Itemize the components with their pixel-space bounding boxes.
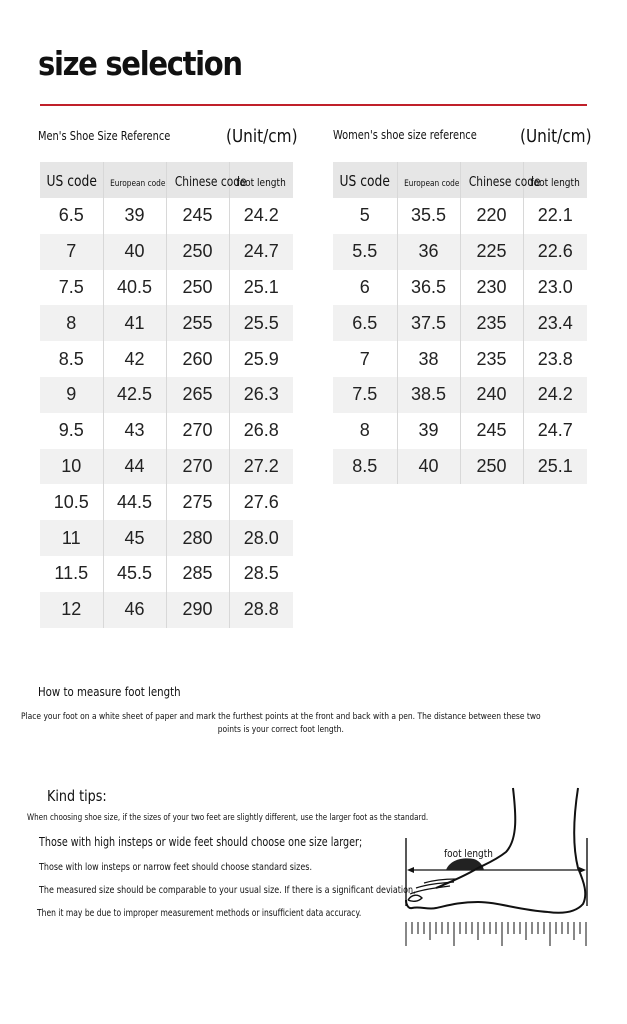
cell-foot-length: 27.6 xyxy=(243,491,279,512)
cell-european-code: 36.5 xyxy=(397,270,460,306)
mens-unit-label: (Unit/cm) xyxy=(226,126,298,147)
table-row xyxy=(333,234,587,270)
foot-length-diagram xyxy=(398,784,592,950)
cell-european-code: 46 xyxy=(103,592,166,628)
page-title: size selection xyxy=(38,44,242,83)
tip-item: When choosing shoe size, if the sizes of your two feet are slightly different, use the larger foot as the standard. xyxy=(27,813,429,823)
mens-size-table xyxy=(40,162,293,628)
cell-chinese-code: 240 xyxy=(460,377,523,413)
cell-foot-length: 26.3 xyxy=(229,377,293,413)
cell-european-code: 42.5 xyxy=(103,377,166,413)
cell-chinese-code: 220 xyxy=(460,198,523,234)
cell-european-code: 39 xyxy=(397,413,460,449)
cell-foot-length: 23.8 xyxy=(537,348,573,369)
header-us-code: US code xyxy=(40,162,103,198)
cell-chinese-code: 280 xyxy=(166,520,229,556)
cell-chinese-code: 245 xyxy=(166,198,229,234)
cell-us-code: 5 xyxy=(333,198,397,234)
cell-european-code: 41 xyxy=(103,305,166,341)
cell-chinese-code: 270 xyxy=(166,413,229,449)
womens-table-label: Women's shoe size reference xyxy=(333,128,477,142)
table-row xyxy=(40,305,293,341)
cell-us-code: 6.5 xyxy=(333,305,397,341)
foot-outline-icon xyxy=(398,784,592,950)
cell-us-code: 7.5 xyxy=(333,377,397,413)
cell-foot-length: 24.7 xyxy=(537,420,573,441)
table-row xyxy=(40,556,293,592)
cell-foot-length: 25.1 xyxy=(523,449,587,485)
cell-foot-length: 25.1 xyxy=(243,276,279,297)
cell-foot-length: 22.6 xyxy=(523,234,587,270)
cell-us-code: 6 xyxy=(333,270,397,306)
cell-us-code: 7 xyxy=(333,341,397,377)
cell-european-code: 38.5 xyxy=(397,377,460,413)
table-row xyxy=(40,234,293,270)
cell-european-code: 44.5 xyxy=(103,484,166,520)
cell-chinese-code: 250 xyxy=(460,449,523,485)
cell-foot-length: 26.8 xyxy=(243,420,279,441)
cell-foot-length: 22.1 xyxy=(537,205,573,226)
table-header-row xyxy=(333,162,587,198)
foot-length-label: foot length xyxy=(444,848,493,860)
table-row xyxy=(333,270,587,306)
cell-chinese-code: 230 xyxy=(460,270,523,306)
cell-chinese-code: 235 xyxy=(460,341,523,377)
cell-european-code: 38 xyxy=(397,341,460,377)
tip-item: Those with high insteps or wide feet should choose one size larger; xyxy=(39,835,363,849)
tips-title: Kind tips: xyxy=(47,787,107,805)
cell-european-code: 37.5 xyxy=(397,305,460,341)
table-row xyxy=(333,305,587,341)
cell-us-code: 8 xyxy=(40,305,103,341)
cell-foot-length: 25.5 xyxy=(229,305,293,341)
cell-us-code: 8.5 xyxy=(40,341,103,377)
header-european-code: European code xyxy=(103,162,166,198)
cell-chinese-code: 225 xyxy=(460,234,523,270)
cell-chinese-code: 245 xyxy=(460,413,523,449)
header-chinese-code: Chinese code xyxy=(166,162,229,198)
cell-chinese-code: 270 xyxy=(166,449,229,485)
cell-chinese-code: 255 xyxy=(166,305,229,341)
cell-european-code: 35.5 xyxy=(397,198,460,234)
measure-title: How to measure foot length xyxy=(38,685,181,699)
cell-chinese-code: 250 xyxy=(166,270,229,306)
cell-us-code: 5.5 xyxy=(333,234,397,270)
cell-chinese-code: 260 xyxy=(166,341,229,377)
header-us-code: US code xyxy=(333,162,397,198)
tip-item: Then it may be due to improper measurement methods or insufficient data accuracy. xyxy=(37,908,362,919)
cell-us-code: 9.5 xyxy=(40,413,103,449)
header-foot-length: foot length xyxy=(523,162,587,198)
cell-chinese-code: 285 xyxy=(166,556,229,592)
cell-us-code: 6.5 xyxy=(40,198,103,234)
table-row xyxy=(333,198,587,234)
cell-us-code: 8.5 xyxy=(333,449,397,485)
table-row xyxy=(40,341,293,377)
cell-foot-length: 28.5 xyxy=(243,563,279,584)
cell-us-code: 9 xyxy=(40,377,103,413)
cell-chinese-code: 235 xyxy=(460,305,523,341)
table-row xyxy=(333,413,587,449)
table-row xyxy=(40,484,293,520)
title-divider xyxy=(40,104,587,106)
cell-chinese-code: 265 xyxy=(166,377,229,413)
womens-size-table xyxy=(333,162,587,484)
cell-us-code: 10 xyxy=(40,449,103,485)
tip-item: Those with low insteps or narrow feet should choose standard sizes. xyxy=(39,862,312,873)
table-header-row xyxy=(40,162,293,198)
cell-european-code: 45 xyxy=(103,520,166,556)
cell-european-code: 45.5 xyxy=(103,556,166,592)
mens-table-label: Men's Shoe Size Reference xyxy=(38,129,171,143)
table-row xyxy=(40,413,293,449)
table-row xyxy=(40,449,293,485)
header-foot-length: foot length xyxy=(229,162,293,198)
cell-foot-length: 28.8 xyxy=(229,592,293,628)
cell-european-code: 39 xyxy=(103,198,166,234)
cell-us-code: 11 xyxy=(40,520,103,556)
cell-foot-length: 23.4 xyxy=(523,305,587,341)
cell-foot-length: 24.2 xyxy=(243,205,279,226)
ruler-ticks xyxy=(406,922,586,946)
header-chinese-code: Chinese code xyxy=(460,162,523,198)
table-row xyxy=(40,270,293,306)
cell-us-code: 11.5 xyxy=(40,556,103,592)
cell-european-code: 36 xyxy=(397,234,460,270)
cell-us-code: 7 xyxy=(40,234,103,270)
cell-us-code: 7.5 xyxy=(40,270,103,306)
tip-item: The measured size should be comparable to your usual size. If there is a significant deviation, xyxy=(39,885,416,896)
cell-chinese-code: 250 xyxy=(166,234,229,270)
table-row xyxy=(333,449,587,485)
cell-foot-length: 27.2 xyxy=(229,449,293,485)
table-row xyxy=(333,377,587,413)
cell-us-code: 8 xyxy=(333,413,397,449)
cell-european-code: 40 xyxy=(103,234,166,270)
cell-chinese-code: 290 xyxy=(166,592,229,628)
table-row xyxy=(333,341,587,377)
cell-european-code: 43 xyxy=(103,413,166,449)
cell-european-code: 42 xyxy=(103,341,166,377)
table-row xyxy=(40,377,293,413)
cell-us-code: 10.5 xyxy=(40,484,103,520)
cell-european-code: 40.5 xyxy=(103,270,166,306)
womens-unit-label: (Unit/cm) xyxy=(520,126,592,147)
cell-foot-length: 25.9 xyxy=(243,348,279,369)
cell-chinese-code: 275 xyxy=(166,484,229,520)
header-european-code: European code xyxy=(397,162,460,198)
measure-instructions: Place your foot on a white sheet of paper and mark the furthest points at the front and back with a pen. The distance between these two points is your correct foot length. xyxy=(20,712,541,735)
cell-foot-length: 23.0 xyxy=(537,276,573,297)
table-row xyxy=(40,592,293,628)
cell-us-code: 12 xyxy=(40,592,103,628)
cell-european-code: 44 xyxy=(103,449,166,485)
cell-foot-length: 28.0 xyxy=(229,520,293,556)
cell-foot-length: 24.2 xyxy=(523,377,587,413)
cell-european-code: 40 xyxy=(397,449,460,485)
table-row xyxy=(40,198,293,234)
table-row xyxy=(40,520,293,556)
cell-foot-length: 24.7 xyxy=(229,234,293,270)
